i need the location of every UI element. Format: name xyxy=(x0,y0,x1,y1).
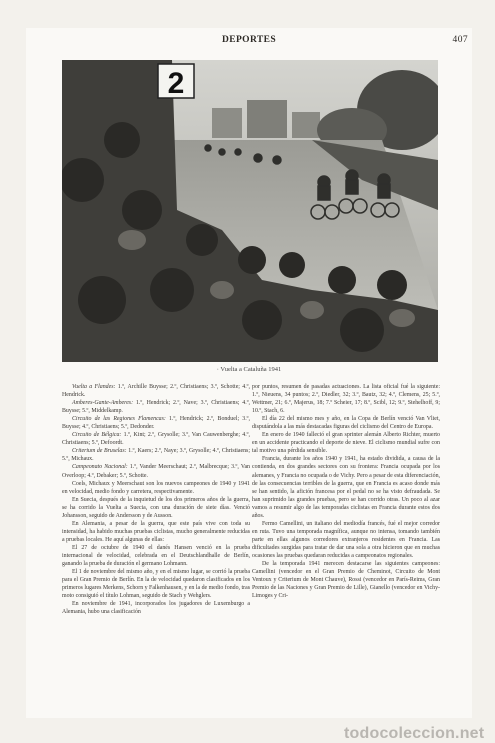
paragraph: De la temporada 1941 merecen destacarse las siguientes campeones: Camellini (vencedor en el Gran Premio de Cheminot, Circuito de Mont Ventoux y Criterium de Mont Chauve), Rossi (vencedor en París-Reims, Gran Premio de las Naciones y Gran Premio de Lille), Gianello (vencedor en Vichy-Limoges y Cri- xyxy=(252,561,440,600)
paragraph xyxy=(62,447,250,463)
paragraph xyxy=(62,463,250,479)
paragraph-text: 1.º, Hendrick; 2.º, Nave; 3.º, Christiaens; 4.º, Buysse; 5.º, Middelkamp. xyxy=(62,400,250,415)
paragraph xyxy=(62,496,250,520)
paragraph-text: 1.º, Vander Meerschaut; 2.º, Malbrecque; 3.º, Van Overloop; 4.º, Debaker; 5.º, Schotte. xyxy=(62,464,250,479)
paragraph-text: El 1 de noviembre del mismo año, y en el mismo lugar, se corrió la prueba para el Gran Premio de Berlín. En la de velocidad quedaron clasificados en los primeros lugares Merkens, Schorn y Falkenhausen, y en la de medio fondo, tras moto consiguió el título Lohman, seguido de Stach y Wehglers. xyxy=(62,569,250,600)
paragraph xyxy=(62,383,250,399)
page-header xyxy=(26,35,472,49)
paragraph xyxy=(62,600,250,616)
paragraph xyxy=(62,480,250,496)
paragraph-text: 1.º, Kint; 2.º, Grysolle; 3.º, Van Cauwenberghe; 4.º, Christiaens; 5.º, Defoordt. xyxy=(62,432,250,447)
paragraph-lead: Campeonato Nacional: xyxy=(72,464,128,471)
paragraph-text: En noviembre de 1941, incorporados los jugadores de Luxemburgo a Alemania, hubo una clasificación xyxy=(62,601,250,616)
paragraph xyxy=(62,399,250,415)
section-title: DEPORTES xyxy=(221,35,277,45)
page xyxy=(26,28,485,742)
paragraph xyxy=(62,431,250,447)
watermark: todocoleccion.net xyxy=(344,725,485,742)
left-text-column xyxy=(62,383,250,616)
right-text-column xyxy=(252,383,440,600)
paragraph xyxy=(62,544,250,568)
paragraph-text: 1.º, Kaers; 2.º, Naye; 3.º, Grysolle; 4.º, Christiaens; 5.º, Michaux. xyxy=(62,448,250,463)
paragraph xyxy=(62,520,250,544)
paragraph xyxy=(62,415,250,431)
paragraph: por puntos, resumen de pasadas actuaciones. La lista oficial fué la siguiente: 1.º, Nieuens, 34 puntos; 2.º, Diedler, 32; 3.º, Bautz, 32; 4.º, Clemens, 25; 5.º, Wettmer, 21; 6.º, Majerus, 18; 7.º Scheier, 17; 8.º, Scibl, 12; 9.º, Stehelhoff, 9; 10.º, Stach, 6. xyxy=(252,384,440,415)
photo-illustration xyxy=(62,60,438,362)
paragraph-lead: Circuito de Bélgica: xyxy=(72,432,122,439)
paragraph: Francia, durante los años 1940 y 1941, ha estado dividida, a causa de la contienda, en dos grandes sectores con su frontera: Francia ocupada por los alemanes, y Francia no ocupada o de Vichy. Pero a pesar de esta diferenciación, de las consecuencias terribles de la guerra, que en Francia es acaso donde más se han sentido, la afición francesa por el pedal no se ha visto defraudada. Se han suprimido las grandes pruebas, pero se han corrido otras. Un poco al azar vamos a resumir algo de las temporadas ciclistas en Francia durante estos dos años. xyxy=(252,456,440,519)
paragraph-lead: Circuito de las Regiones Flamencas: xyxy=(72,416,166,423)
page-number: 407 xyxy=(452,35,468,45)
paragraph xyxy=(62,568,250,600)
number-card: 2 xyxy=(167,67,185,100)
photo-caption: · Vuelta a Cataluña 1941 xyxy=(216,366,282,373)
paragraph: En enero de 1940 falleció el gran sprinter alemán Alberto Richter, muerto en un accidente practicando el deporte de nieve. El ciclismo mundial sufre con tal motivo una pérdida sensible. xyxy=(252,432,440,455)
paragraph-text: El 27 de octubre de 1940 el danés Hansen venció en la prueba internacional de velocidad, celebrada en el Deutschlandhalle de Berlín, ganando la prueba de duración el germano Lohmann. xyxy=(62,544,250,568)
paragraph: Fermo Camellini, un italiano del mediodía francés, fué el mejor corredor en ruta. Tuvo una temporada magnífica, aunque no intensa, tomando también parte en ellas algunos corredores extranjeros residentes en Francia. Las dificultades surgidas para tratar de dar una sola a otra hicieron que en muchas ocasiones las pruebas quedaran reducidas a campeonatos regionales. xyxy=(252,520,440,559)
paragraph: El día 22 del mismo mes y año, en la Copa de Berlín venció Van Vliet, disputándola a las más destacadas figuras del ciclismo del Centro de Europa. xyxy=(252,416,440,431)
paragraph-lead: Criterium de Bruselas: xyxy=(72,448,127,455)
paragraph-text: 1.º, Archille Buysse; 2.º, Christiaens; 3.º, Schotte; 4.º, Hendrick. xyxy=(62,384,250,399)
paragraph-lead: Vuelta a Flandes: xyxy=(72,384,116,390)
paragraph-text: 1.º, Hendrick; 2.º, Bonduel; 3.º, Buysse; 4.º, Christiaens; 5.º, Dedonder. xyxy=(62,416,250,431)
paragraph-text: En Suecia, después de la inquietud de los dos primeros años de la guerra, se ha corrido la Vuelta a Suecia, con una duración de siete días. Venció Johansson, seguido de Andersson y de Ausson. xyxy=(62,496,250,519)
cycling-race-photo xyxy=(62,60,438,362)
paragraph-text: Coels, Michaux y Meerschaut son los nuevos campeones de 1940 y 1941 en velocidad, medio fondo y carretera, respectivamente. xyxy=(62,480,250,495)
paragraph-lead: Amberes-Gante-Amberes: xyxy=(72,400,134,407)
paragraph-text: En Alemania, a pesar de la guerra, que este país vive con toda su intensidad, ha habido muchas pruebas ciclistas, mucho generalmente reducidas a pruebas locales. He aquí algunas de ellas: xyxy=(62,520,250,543)
